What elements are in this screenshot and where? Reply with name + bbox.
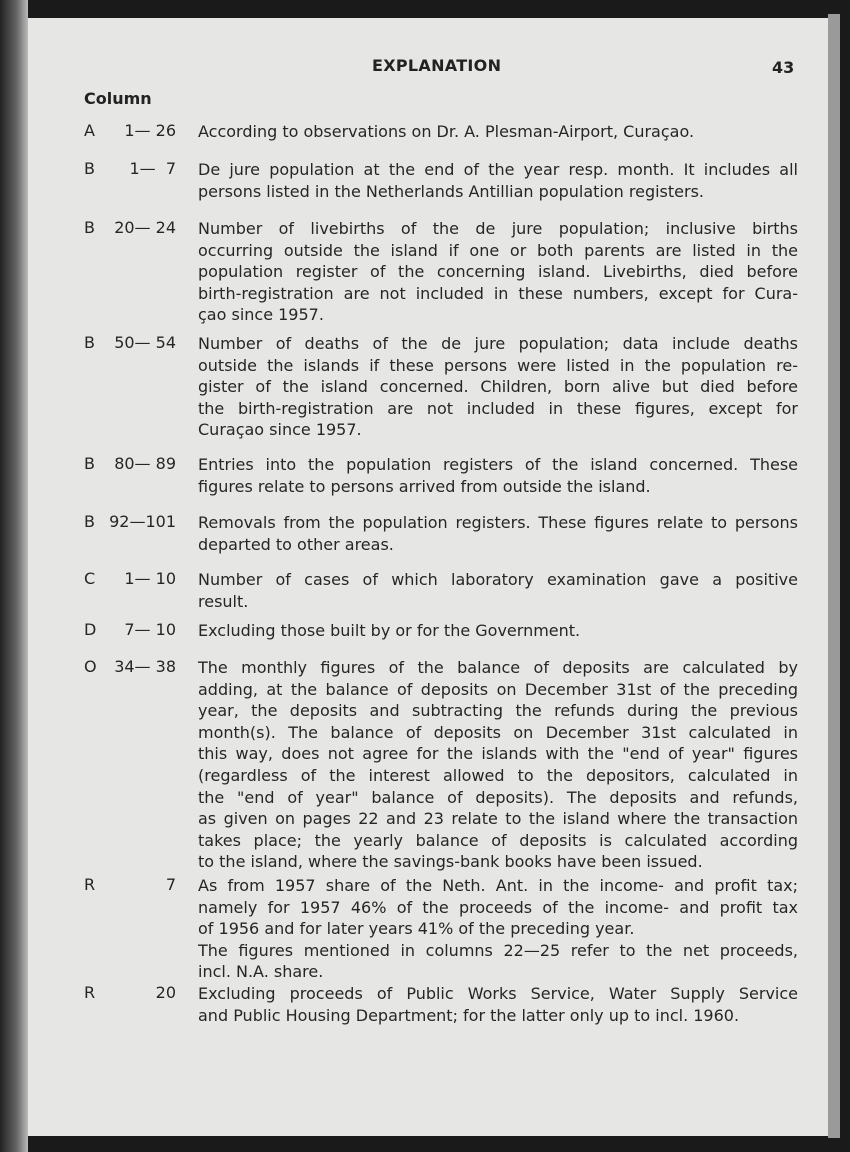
text-line: result. — [198, 591, 249, 611]
column-reference — [84, 875, 196, 894]
column-range: 1— 7 — [129, 159, 176, 178]
text-line: as given on pages 22 and 23 relate to the island where the transaction — [198, 809, 798, 829]
column-range: 34— 38 — [114, 657, 176, 676]
column-reference — [84, 657, 196, 676]
text-line: birth-registration are not included in these numbers, except for Cura- — [198, 283, 798, 303]
text-line: Number of cases of which laboratory examination gave a positive — [198, 570, 798, 589]
text-line: departed to other areas. — [198, 534, 394, 554]
text-line: occurring outside the island if one or both parents are listed in the — [198, 240, 798, 260]
column-range: 80— 89 — [114, 454, 176, 473]
column-reference — [84, 620, 196, 639]
entry-description — [198, 218, 798, 326]
page-title: EXPLANATION — [372, 56, 502, 75]
text-line: outside the islands if these persons were listed in the population re- — [198, 355, 798, 375]
entry-description — [198, 875, 798, 983]
text-line: namely for 1957 46% of the proceeds of the income- and profit tax — [198, 897, 798, 917]
column-letter: R — [84, 875, 96, 894]
text-line: the "end of year" balance of deposits). The deposits and refunds, — [198, 787, 798, 807]
text-line: to the island, where the savings-bank books have been issued. — [198, 852, 703, 872]
column-reference — [84, 121, 196, 140]
column-reference — [84, 983, 196, 1002]
entry-description — [198, 657, 798, 873]
text-line: Curaçao since 1957. — [198, 420, 362, 440]
entry-description — [198, 159, 798, 202]
column-letter: B — [84, 454, 95, 473]
column-range: 50— 54 — [114, 333, 176, 352]
text-line: The monthly figures of the balance of deposits are calculated by — [198, 658, 798, 677]
column-letter: R — [84, 983, 96, 1002]
text-line: incl. N.A. share. — [198, 962, 324, 982]
column-letter: O — [84, 657, 97, 676]
text-line: The figures mentioned in columns 22—25 refer to the net proceeds, — [198, 940, 798, 960]
entry-description — [198, 569, 798, 612]
entry-description — [198, 333, 798, 441]
column-range: 7— 10 — [124, 620, 176, 639]
text-line: population register of the concerning island. Livebirths, died before — [198, 262, 798, 282]
column-letter: B — [84, 218, 95, 237]
entry-description — [198, 620, 798, 642]
column-reference — [84, 512, 196, 531]
text-line: According to observations on Dr. A. Plesman-Airport, Curaçao. — [198, 122, 695, 141]
column-range: 20 — [155, 983, 176, 1002]
column-heading: Column — [84, 89, 152, 108]
column-reference — [84, 159, 196, 178]
text-line: (regardless of the interest allowed to the depositors, calculated in — [198, 765, 798, 785]
column-letter: B — [84, 512, 95, 531]
column-reference — [84, 218, 196, 237]
text-line: this way, does not agree for the islands with the "end of year" figures — [198, 744, 798, 764]
text-line: De jure population at the end of the year resp. month. It includes all — [198, 160, 798, 179]
column-letter: D — [84, 620, 97, 639]
column-letter: C — [84, 569, 96, 588]
text-line: of 1956 and for later years 41% of the preceding year. — [198, 919, 635, 939]
page-edge — [828, 14, 840, 1138]
text-line: As from 1957 share of the Neth. Ant. in the income- and profit tax; — [198, 876, 798, 895]
entry-description — [198, 121, 798, 143]
text-line: Number of deaths of the de jure population; data include deaths — [198, 334, 798, 353]
text-line: month(s). The balance of deposits on December 31st calculated in — [198, 722, 798, 742]
page-number: 43 — [772, 58, 795, 77]
column-letter: B — [84, 159, 95, 178]
text-line: Removals from the population registers. These figures relate to persons — [198, 513, 798, 532]
entry-description — [198, 512, 798, 555]
column-range: 92—101 — [109, 512, 176, 531]
column-range: 1— 10 — [124, 569, 176, 588]
column-reference — [84, 454, 196, 473]
column-letter: A — [84, 121, 95, 140]
text-line: Excluding proceeds of Public Works Service, Water Supply Service — [198, 984, 798, 1003]
text-line: çao since 1957. — [198, 305, 324, 325]
column-range: 7 — [165, 875, 176, 894]
text-line: and Public Housing Department; for the latter only up to incl. 1960. — [198, 1005, 740, 1025]
text-line: Excluding those built by or for the Government. — [198, 621, 581, 640]
column-reference — [84, 569, 196, 588]
text-line: figures relate to persons arrived from outside the island. — [198, 476, 651, 496]
text-line: Number of livebirths of the de jure population; inclusive births — [198, 219, 798, 238]
column-reference — [84, 333, 196, 352]
text-line: persons listed in the Netherlands Antillian population registers. — [198, 181, 705, 201]
book-spine-shadow — [0, 0, 28, 1152]
text-line: takes place; the yearly balance of deposits is calculated according — [198, 830, 798, 850]
text-line: Entries into the population registers of the island concerned. These — [198, 455, 798, 474]
text-line: adding, at the balance of deposits on December 31st of the preceding — [198, 679, 798, 699]
text-line: gister of the island concerned. Children, born alive but died before — [198, 377, 798, 397]
text-line: year, the deposits and subtracting the refunds during the previous — [198, 701, 798, 721]
column-letter: B — [84, 333, 95, 352]
entry-description — [198, 983, 798, 1026]
entry-description — [198, 454, 798, 497]
text-line: the birth-registration are not included in these figures, except for — [198, 398, 798, 418]
column-range: 1— 26 — [124, 121, 176, 140]
column-range: 20— 24 — [114, 218, 176, 237]
